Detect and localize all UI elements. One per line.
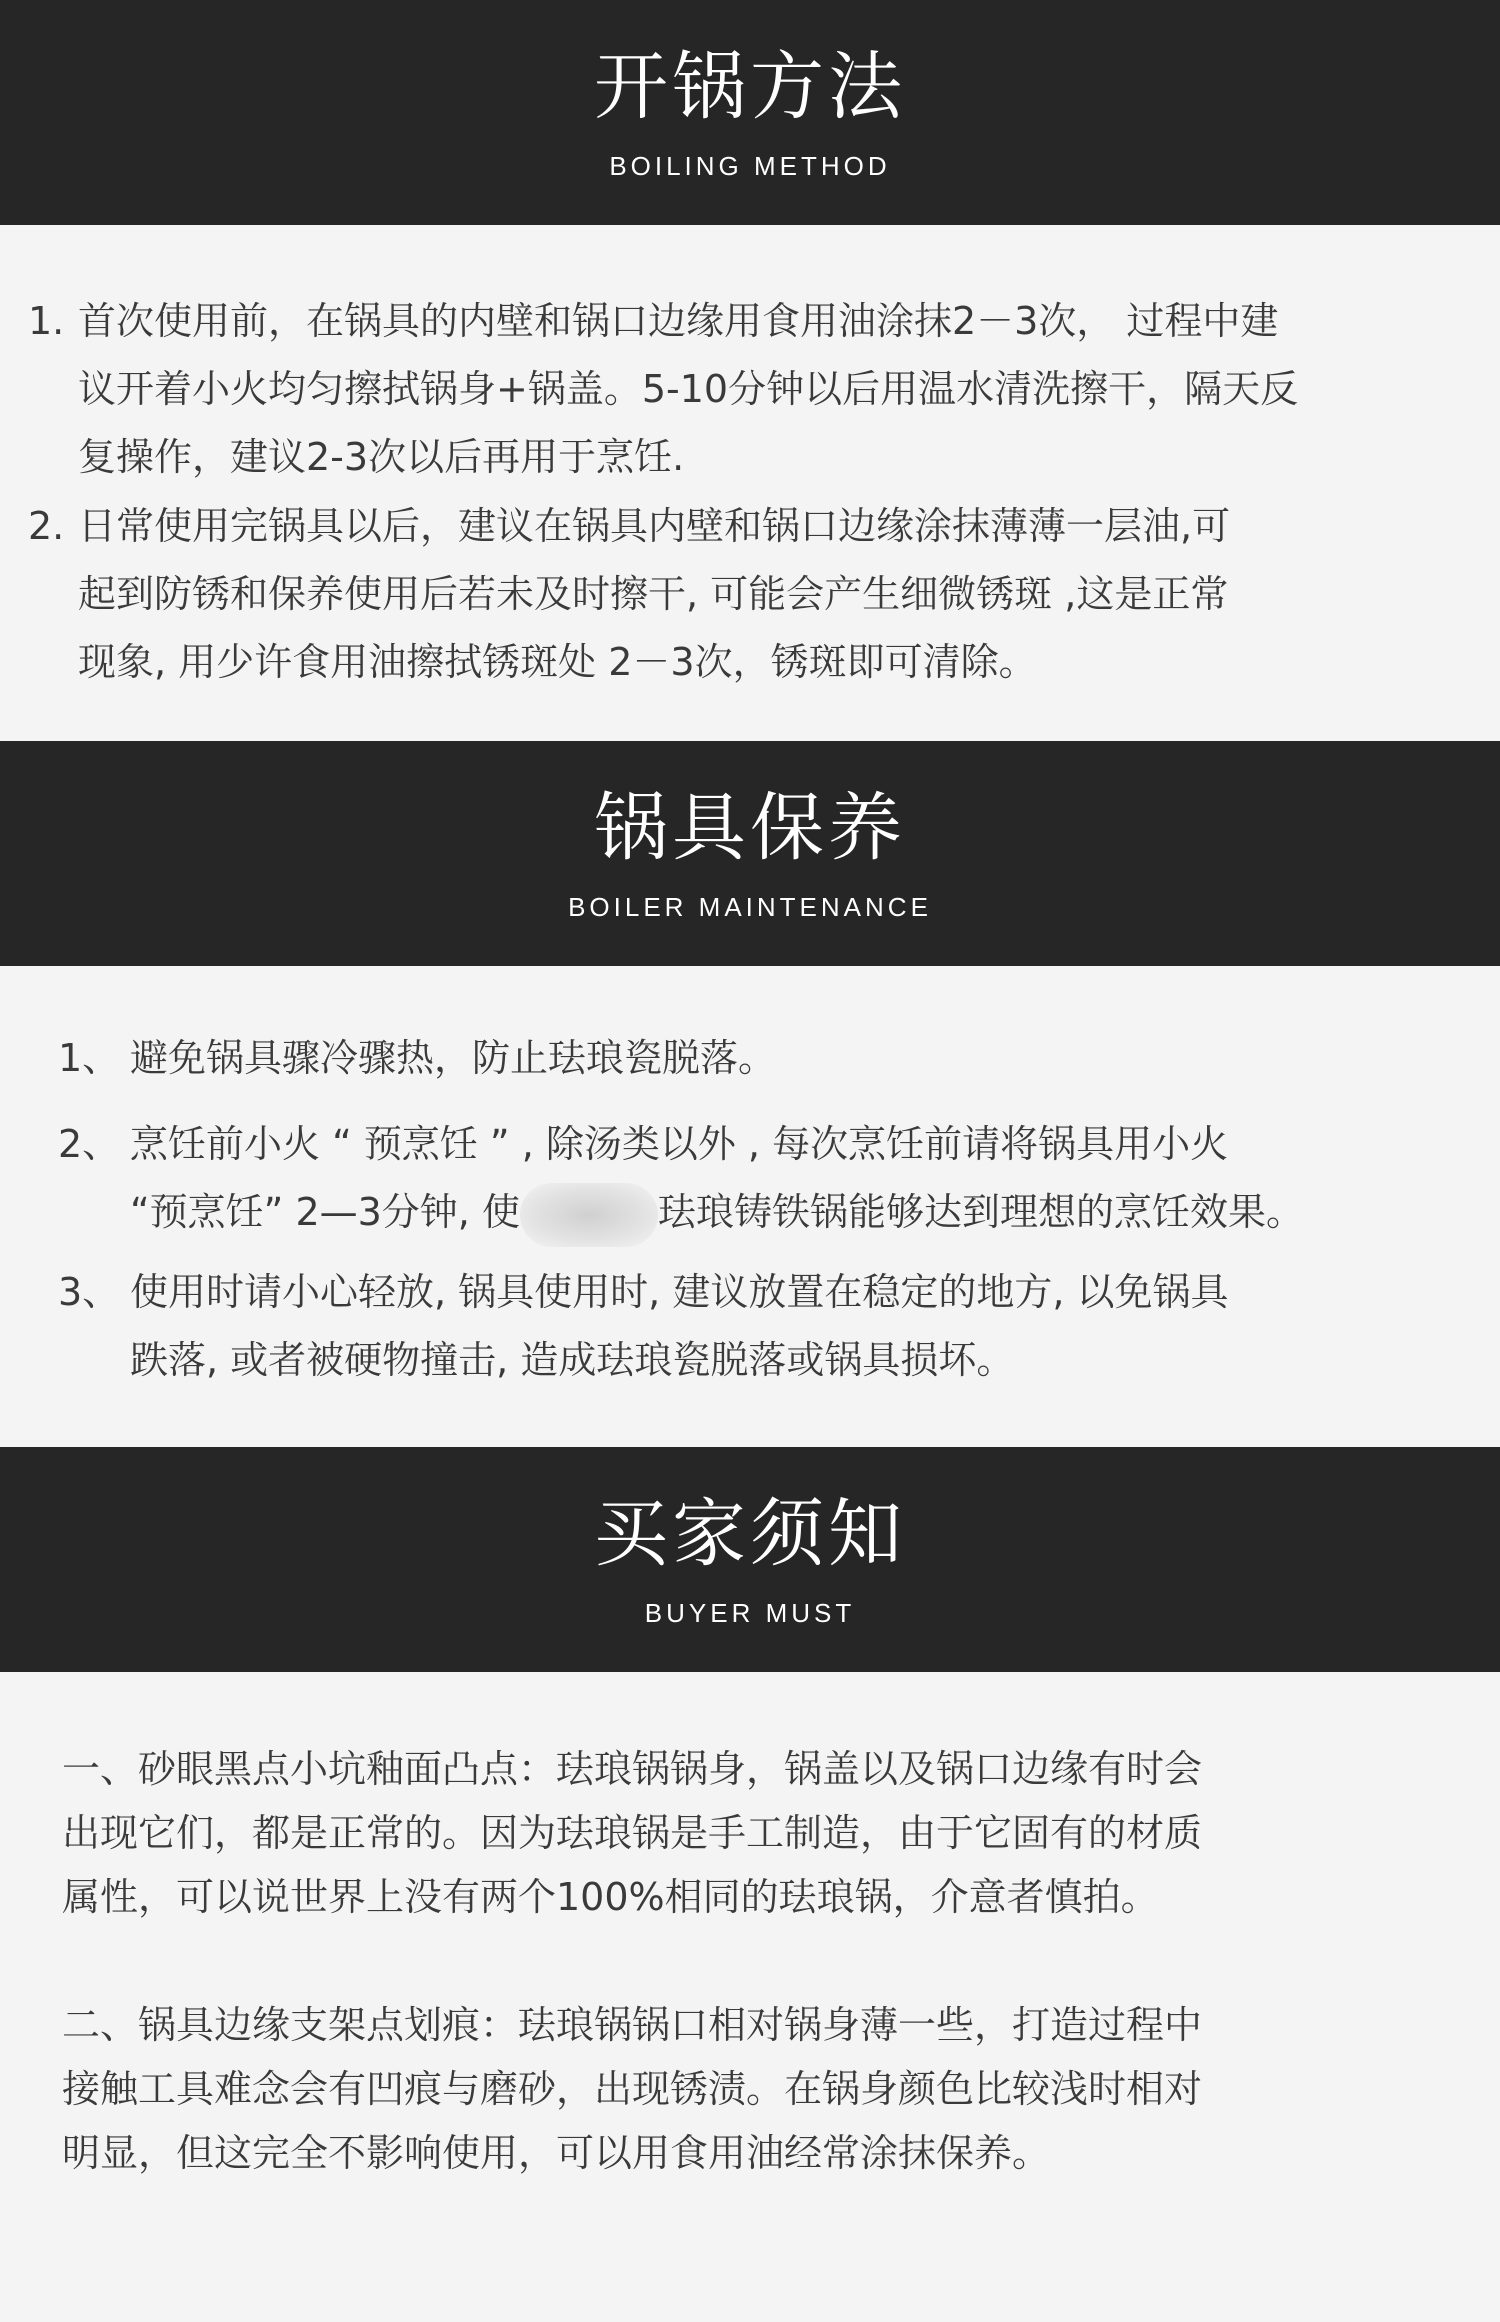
list-item-text: 首次使用前，在锅具的内壁和锅口边缘用食用油涂抹2－3次， 过程中建	[78, 299, 1279, 343]
list-item-text: 避免锅具骤冷骤热，防止珐琅瓷脱落。	[130, 1036, 777, 1080]
section-subtitle: BUYER MUST	[644, 1598, 856, 1628]
list-item-text: 日常使用完锅具以后，建议在锅具内壁和锅口边缘涂抹薄薄一层油,可	[78, 504, 1231, 548]
list-item-text: 珐琅铸铁锅能够达到理想的烹饪效果。	[657, 1190, 1304, 1234]
list-item	[58, 1024, 776, 1092]
paragraph-line: 二、锅具边缘支架点划痕：珐琅锅锅口相对锅身薄一些，打造过程中	[62, 2003, 1203, 2047]
list-item-number: 2.	[28, 504, 65, 548]
section-title: 开锅方法	[594, 44, 906, 130]
list-item	[28, 492, 1230, 696]
paragraph-line: 出现它们，都是正常的。因为珐琅锅是手工制造，由于它固有的材质	[62, 1811, 1203, 1855]
blurred-watermark	[520, 1183, 658, 1247]
notice-paragraph	[62, 1737, 1202, 1929]
list-item-text: 使用时请小心轻放, 锅具使用时, 建议放置在稳定的地方, 以免锅具	[130, 1270, 1229, 1314]
list-item-text: 复操作，建议2-3次以后再用于烹饪.	[78, 435, 685, 479]
list-item-text: 现象, 用少许食用油擦拭锈斑处 2－3次，锈斑即可清除。	[78, 640, 1037, 684]
section-header-boiling-method	[0, 0, 1500, 225]
section-subtitle: BOILING METHOD	[609, 151, 891, 181]
notice-paragraph	[62, 1993, 1202, 2185]
paragraph-line: 属性，可以说世界上没有两个100%相同的珐琅锅，介意者慎拍。	[62, 1875, 1159, 1919]
paragraph-line: 一、砂眼黑点小坑釉面凸点：珐琅锅锅身，锅盖以及锅口边缘有时会	[62, 1747, 1203, 1791]
section-header-buyer-must	[0, 1447, 1500, 1672]
paragraph-line: 接触工具难念会有凹痕与磨砂，出现锈渍。在锅身颜色比较浅时相对	[62, 2067, 1203, 2111]
list-item-number: 1.	[28, 299, 65, 343]
list-item	[58, 1258, 1228, 1394]
list-item-number: 2、	[58, 1122, 121, 1166]
list-item	[28, 287, 1298, 491]
list-item-number: 1、	[58, 1036, 121, 1080]
section-title: 锅具保养	[594, 785, 906, 871]
list-item-text: 议开着小火均匀擦拭锅身+锅盖。5-10分钟以后用温水清洗擦干，隔天反	[78, 367, 1299, 411]
list-item-number: 3、	[58, 1270, 121, 1314]
section-header-boiler-maintenance	[0, 741, 1500, 966]
list-item-text: “预烹饪” 2—3分钟, 使	[130, 1190, 520, 1234]
section-title: 买家须知	[594, 1491, 906, 1577]
list-item-text: 跌落, 或者被硬物撞击, 造成珐琅瓷脱落或锅具损坏。	[130, 1338, 1015, 1382]
list-item-text: 起到防锈和保养使用后若未及时擦干, 可能会产生细微锈斑 ,这是正常	[78, 572, 1229, 616]
section-subtitle: BOILER MAINTENANCE	[568, 892, 932, 922]
list-item-text: 烹饪前小火 “ 预烹饪 ” , 除汤类以外 , 每次烹饪前请将锅具用小火	[130, 1122, 1229, 1166]
list-item	[58, 1110, 1304, 1247]
paragraph-line: 明显，但这完全不影响使用，可以用食用油经常涂抹保养。	[62, 2131, 1051, 2175]
